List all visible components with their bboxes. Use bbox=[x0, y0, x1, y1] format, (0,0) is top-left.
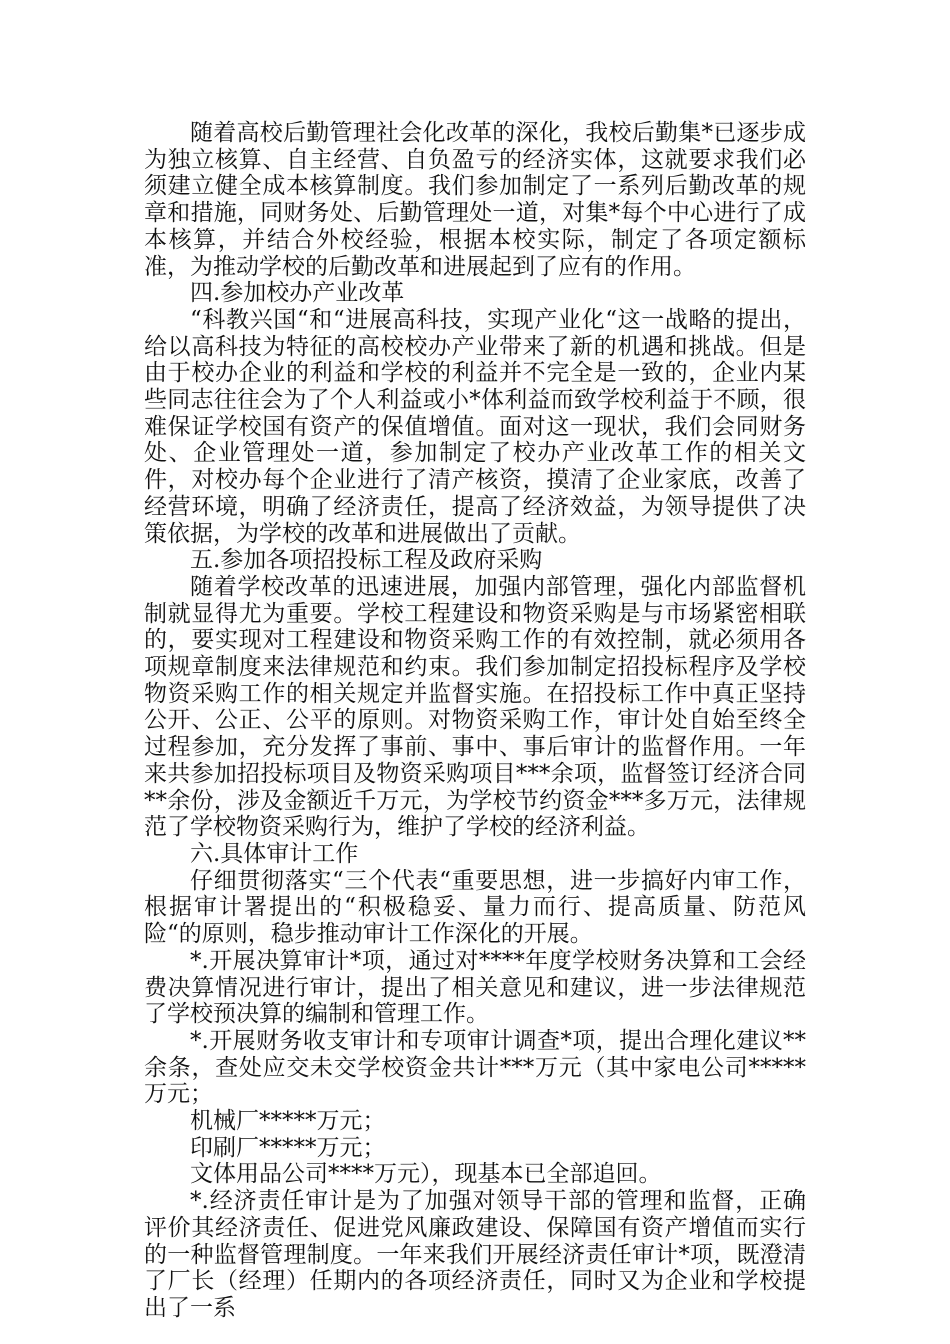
paragraph-printing-factory: 印刷厂*****万元； bbox=[190, 1134, 386, 1161]
paragraph-machinery-factory: 机械厂*****万元； bbox=[190, 1108, 386, 1135]
paragraph-economic-responsibility-audit: *.经济责任审计是为了加强对领导干部的管理和监督，正确评价其经济责任、促进党风廉政建设、保障国有资产增值而实行的一种监督管理制度。一年来我们开展经济责任审计*项，既澄清了厂长（经理）任期内的各项经济责任，同时又为企业和学校提出了一系 bbox=[144, 1188, 806, 1321]
paragraph-stationery-company: 文体用品公司****万元），现基本已全部追回。 bbox=[190, 1161, 662, 1188]
document-body bbox=[144, 120, 806, 1322]
paragraph-bidding-procurement: 随着学校改革的迅速进展，加强内部管理，强化内部监督机制就显得尤为重要。学校工程建设和物资采购是与市场紧密相联的，要实现对工程建设和物资采购工作的有效控制，就必须用各项规章制度来法律规范和约束。我们参加制定招投标程序及学校物资采购工作的相关规定并监督实施。在招投标工作中真正坚持公开、公正、公平的原则。对物资采购工作，审计处自始至终全过程参加，充分发挥了事前、事中、事后审计的监督作用。一年来共参加招投标项目及物资采购项目***余项，监督签订经济合同**余份，涉及金额近千万元，为学校节约资金***多万元，法律规范了学校物资采购行为，维护了学校的经济利益。 bbox=[144, 573, 806, 841]
section-heading-school-industry: 四.参加校办产业改革 bbox=[190, 280, 405, 307]
paragraph-audit-principles: 仔细贯彻落实“三个代表“重要思想，进一步搞好内审工作，根据审计署提出的“积极稳妥、量力而行、提高质量、防范风险“的原则，稳步推动审计工作深化的开展。 bbox=[144, 867, 806, 948]
paragraph-final-accounts-audit: *.开展决算审计*项，通过对****年度学校财务决算和工会经费决算情况进行审计，提出了相关意见和建议，进一步法律规范了学校预决算的编制和管理工作。 bbox=[144, 947, 806, 1028]
paragraph-school-industry: “科教兴国“和“进展高科技，实现产业化“这一战略的提出，给以高科技为特征的高校校办产业带来了新的机遇和挑战。但是由于校办企业的利益和学校的利益并不完全是一致的，企业内某些同志往往会为了个人利益或小*体利益而致学校利益于不顾，很难保证学校国有资产的保值增值。面对这一现状，我们会同财务处、企业管理处一道，参加制定了校办产业改革工作的相关文件，对校办每个企业进行了清产核资，摸清了企业家底，改善了经营环境，明确了经济责任，提高了经济效益，为领导提供了决策依据，为学校的改革和进展做出了贡献。 bbox=[144, 306, 806, 547]
section-heading-bidding-procurement: 五.参加各项招投标工程及政府采购 bbox=[190, 547, 543, 574]
paragraph-logistics-reform: 随着高校后勤管理社会化改革的深化，我校后勤集*已逐步成为独立核算、自主经营、自负盈亏的经济实体，这就要求我们必须建立健全成本核算制度。我们参加制定了一系列后勤改革的规章和措施，同财务处、后勤管理处一道，对集*每个中心进行了成本核算，并结合外校经验，根据本校实际，制定了各项定额标准，为推动学校的后勤改革和进展起到了应有的作用。 bbox=[144, 120, 806, 280]
paragraph-financial-audit: *.开展财务收支审计和专项审计调查*项，提出合理化建议**余条，查处应交未交学校资金共计***万元（其中家电公司*****万元； bbox=[144, 1027, 806, 1108]
section-heading-audit-work: 六.具体审计工作 bbox=[190, 840, 359, 867]
